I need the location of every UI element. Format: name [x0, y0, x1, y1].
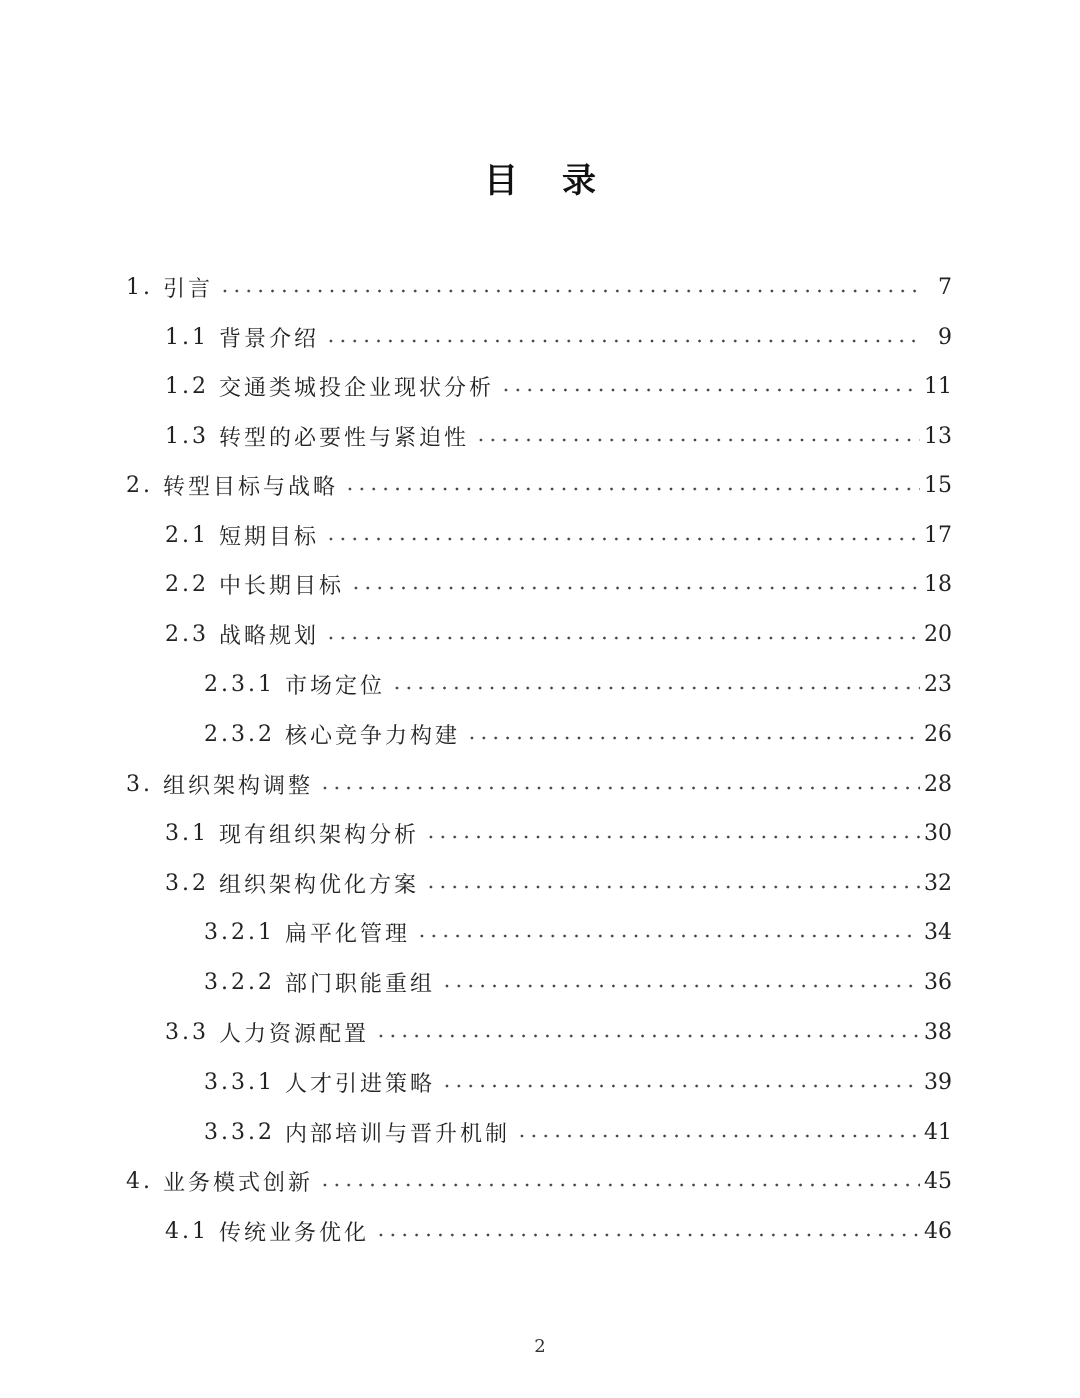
toc-entry-page: 18 — [924, 571, 952, 597]
dot-leader — [319, 1176, 920, 1194]
dot-leader — [516, 1127, 920, 1145]
toc-entry-label: 人力资源配置 — [219, 1021, 370, 1047]
toc-entry[interactable] — [204, 659, 952, 709]
toc-entry-label: 中长期目标 — [219, 573, 345, 599]
toc-entry[interactable] — [165, 312, 952, 362]
toc-entry-page: 36 — [924, 969, 952, 995]
toc-entry-number: 3.1 — [165, 820, 209, 846]
dot-leader — [375, 1226, 920, 1244]
page-title: 目录 — [484, 161, 640, 201]
toc-entry-label: 交通类城投企业现状分析 — [219, 375, 495, 401]
toc-entry-number: 2. — [126, 472, 153, 498]
toc-entry-number: 3.2.1 — [204, 919, 275, 945]
toc-entry[interactable] — [165, 808, 952, 858]
toc-entry[interactable] — [165, 559, 952, 609]
toc-entry-number: 1.2 — [165, 373, 209, 399]
toc-entry-page: 41 — [924, 1119, 952, 1145]
toc-entry-number: 2.3 — [165, 621, 209, 647]
dot-leader — [425, 878, 920, 896]
dot-leader — [375, 1027, 920, 1045]
toc-entry-number: 1.1 — [165, 324, 209, 350]
toc-entry-page: 20 — [924, 621, 952, 647]
toc-entry[interactable] — [165, 858, 952, 908]
dot-leader — [325, 530, 920, 548]
toc-entry-number: 4.1 — [165, 1218, 209, 1244]
dot-leader — [391, 679, 920, 697]
page-number: 2 — [534, 1336, 546, 1357]
toc-entry-number: 1. — [126, 274, 153, 300]
toc-entry-number: 3.3 — [165, 1019, 209, 1045]
toc-entry[interactable] — [204, 1057, 952, 1107]
toc-entry-number: 3.3.1 — [204, 1069, 275, 1095]
toc-entry[interactable] — [165, 1206, 952, 1256]
toc-entry-number: 3. — [126, 771, 153, 797]
toc-entry-page: 34 — [924, 919, 952, 945]
dot-leader — [441, 977, 920, 995]
toc-entry[interactable] — [204, 709, 952, 759]
toc-entry-label: 核心竞争力构建 — [284, 723, 460, 749]
toc-entry-page: 15 — [924, 472, 952, 498]
toc-entry-label: 战略规划 — [219, 623, 320, 649]
toc-entry-number: 4. — [126, 1168, 153, 1194]
toc-entry-label: 引言 — [163, 276, 214, 302]
toc-entry-label: 转型目标与战略 — [163, 474, 339, 500]
toc-entry-number: 1.3 — [165, 423, 209, 449]
toc-entry-page: 23 — [924, 671, 952, 697]
toc-entry-label: 市场定位 — [284, 673, 385, 699]
dot-leader — [466, 729, 920, 747]
toc-entry-page: 28 — [924, 771, 952, 797]
toc-entry-page: 13 — [924, 423, 952, 449]
toc-entry-label: 组织架构优化方案 — [219, 872, 420, 898]
toc-entry-page: 38 — [924, 1019, 952, 1045]
toc-entry[interactable] — [204, 957, 952, 1007]
toc-entry[interactable] — [204, 1107, 952, 1157]
toc-entry-page: 46 — [924, 1218, 952, 1244]
toc-entry-number: 3.2 — [165, 870, 209, 896]
toc-entry-number: 2.2 — [165, 571, 209, 597]
toc-entry-page: 30 — [924, 820, 952, 846]
dot-leader — [350, 579, 920, 597]
toc-entry[interactable] — [126, 1156, 952, 1206]
toc-entry-page: 45 — [924, 1168, 952, 1194]
toc-entry[interactable] — [165, 1007, 952, 1057]
dot-leader — [219, 282, 922, 300]
toc-entry-page: 32 — [924, 870, 952, 896]
dot-leader — [425, 828, 920, 846]
toc-entry[interactable] — [165, 411, 952, 461]
toc-entry-page: 11 — [924, 373, 952, 399]
dot-leader — [344, 480, 920, 498]
toc-entry[interactable] — [126, 262, 952, 312]
toc-entry-label: 部门职能重组 — [284, 971, 435, 997]
toc-entry-page: 9 — [938, 324, 952, 350]
toc-entry[interactable] — [204, 907, 952, 957]
toc-entry[interactable] — [126, 460, 952, 510]
dot-leader — [441, 1077, 920, 1095]
toc-entry-label: 扁平化管理 — [284, 921, 410, 947]
toc-entry-page: 17 — [924, 522, 952, 548]
dot-leader — [475, 431, 920, 449]
toc-entry-number: 3.2.2 — [204, 969, 275, 995]
toc-entry-label: 传统业务优化 — [219, 1220, 370, 1246]
dot-leader — [416, 927, 920, 945]
dot-leader — [500, 381, 920, 399]
toc-entry-label: 组织架构调整 — [163, 773, 314, 799]
toc-entry-label: 人才引进策略 — [284, 1071, 435, 1097]
toc-entry-page: 39 — [924, 1069, 952, 1095]
toc-entry-page: 26 — [924, 721, 952, 747]
toc-entry-label: 短期目标 — [219, 524, 320, 550]
toc-entry-number: 3.3.2 — [204, 1119, 275, 1145]
toc-entry-page: 7 — [938, 274, 952, 300]
toc-entry[interactable] — [165, 361, 952, 411]
dot-leader — [319, 779, 920, 797]
toc-entry-label: 背景介绍 — [219, 326, 320, 352]
toc-entry-number: 2.3.2 — [204, 721, 275, 747]
toc-entry-label: 转型的必要性与紧迫性 — [219, 425, 470, 451]
toc-entry-label: 内部培训与晋升机制 — [284, 1121, 510, 1147]
toc-entry-label: 现有组织架构分析 — [219, 822, 420, 848]
dot-leader — [325, 629, 920, 647]
toc-entry-number: 2.1 — [165, 522, 209, 548]
dot-leader — [325, 332, 922, 350]
toc-entry-number: 2.3.1 — [204, 671, 275, 697]
toc-entry[interactable] — [165, 609, 952, 659]
toc-entry[interactable] — [165, 510, 952, 560]
toc-entry[interactable] — [126, 759, 952, 809]
toc-entry-label: 业务模式创新 — [163, 1170, 314, 1196]
